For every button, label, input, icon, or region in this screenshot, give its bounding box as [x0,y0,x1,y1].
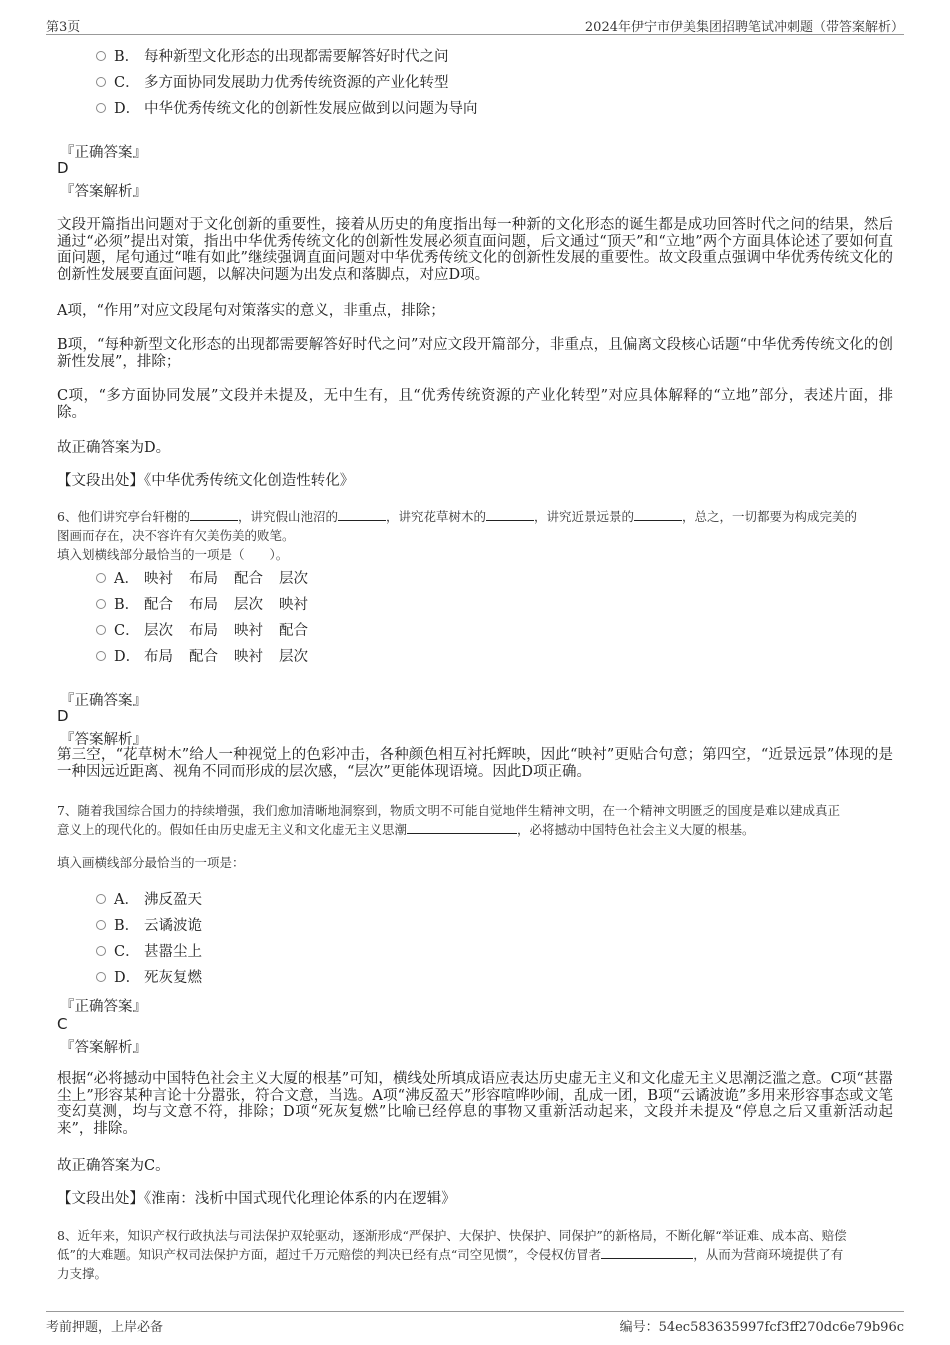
answer-label: 『正确答案』 [60,693,147,709]
analysis-conclusion: 故正确答案为C。 [57,1158,170,1174]
radio-icon[interactable] [96,946,106,956]
source-citation: 【文段出处】《淮南：浅析中国式现代化理论体系的内在逻辑》 [57,1191,456,1207]
blank-line [486,508,534,521]
radio-icon[interactable] [96,573,106,583]
option-a[interactable]: A． 沸反盈天 [96,890,202,910]
source-citation: 【文段出处】《中华优秀传统文化创造性转化》 [57,473,355,489]
radio-icon[interactable] [96,920,106,930]
analysis-paragraph: 第三空，“花草树木”给人一种视觉上的色彩冲击，各种颜色相互衬托辉映，因此“映衬”更贴合句意；第四空，“近景远景”体现的是一种因远近距离、视角不同而形成的层次感，“层次”更能体现语境。因此D项正确。 [57,747,893,780]
answer-label: 『正确答案』 [60,999,147,1015]
option-c[interactable]: C． 层次 布局 映衬 配合 [96,621,308,641]
correct-answer: D [57,159,69,177]
question-prompt: 填入画横线部分最恰当的一项是： [57,855,245,870]
analysis-label: 『答案解析』 [60,732,147,748]
option-b[interactable]: B． 配合 布局 层次 映衬 [96,595,308,615]
radio-icon[interactable] [96,77,106,87]
blank-line [634,508,682,521]
option-c[interactable]: C． 甚嚣尘上 [96,942,202,962]
analysis-paragraph: C项，“多方面协同发展”文段并未提及，无中生有，且“优秀传统资源的产业化转型”对应具体解释的“立地”部分，表述片面，排除。 [57,388,893,421]
correct-answer: C [57,1015,68,1033]
analysis-conclusion: 故正确答案为D。 [57,440,171,456]
radio-icon[interactable] [96,651,106,661]
radio-icon[interactable] [96,972,106,982]
radio-icon[interactable] [96,599,106,609]
radio-icon[interactable] [96,625,106,635]
option-c[interactable]: C． 多方面协同发展助力优秀传统资源的产业化转型 [96,73,449,93]
page-header [46,16,904,35]
analysis-label: 『答案解析』 [60,1040,147,1056]
analysis-paragraph: 根据“必将撼动中国特色社会主义大厦的根基”可知，横线处所填成语应表达历史虚无主义和文化虚无主义思潮泛滥之意。C项“甚嚣尘上”形容某种言论十分嚣张，符合文意，当选。A项“沸反盈天”形容喧哗吵闹，乱成一团，B项“云谲波诡”多用来形容事态或文笔变幻莫测，均与文意不符，排除；D项“死灰复燃”比喻已经停息的事物又重新活动起来，文段并未提及“停息之后又重新活动起来”，排除。 [57,1071,893,1137]
radio-icon[interactable] [96,51,106,61]
question-stem: 7、随着我国综合国力的持续增强，我们愈加清晰地洞察到，物质文明不可能自觉地伴生精神文明，在一个精神文明匮乏的国度是难以建成真正 意义上的现代化的。假如任由历史虚无主义和文化虚无主义思潮 ，必将撼动中国特色社会主义大厦的根基。 [57,803,840,837]
footer-slogan: 考前押题，上岸必备 [46,1320,164,1335]
answer-label: 『正确答案』 [60,145,147,161]
option-d[interactable]: D． 布局 配合 映衬 层次 [96,647,308,667]
document-id: 编号：54ec583635997fcf3ff270dc6e79b96c [619,1320,904,1335]
option-d[interactable]: D． 死灰复燃 [96,968,202,988]
correct-answer: D [57,707,69,725]
question-stem: 8、近年来，知识产权行政执法与司法保护双轮驱动，逐渐形成“严保护、大保护、快保护、同保护”的新格局，不断化解“举证难、成本高、赔偿 低”的大难题。知识产权司法保护方面，超过千万元赔偿的判决已经有点“司空见惯”，令侵权仿冒者 ，从而为营商环境提供了有 力支撑。 [57,1228,847,1281]
radio-icon[interactable] [96,103,106,113]
analysis-paragraph: 文段开篇指出问题对于文化创新的重要性，接着从历史的角度指出每一种新的文化形态的诞生都是成功回答时代之问的结果，然后通过“必须”提出对策，指出中华优秀传统文化的创新性发展必须直面问题，后文通过“顶天”和“立地”两个方面具体论述了要如何直面问题，尾句通过“唯有如此”继续强调直面问题对中华优秀传统文化的创新性发展的重要性。故文段重点强调中华优秀传统文化的创新性发展要直面问题，以解决问题为出发点和落脚点，对应D项。 [57,217,893,283]
analysis-label: 『答案解析』 [60,184,147,200]
document-title: 2024年伊宁市伊美集团招聘笔试冲刺题（带答案解析） [584,20,904,35]
analysis-paragraph: B项，“每种新型文化形态的出现都需要解答好时代之问”对应文段开篇部分，非重点，且偏离文段核心话题“中华优秀传统文化的创新性发展”，排除； [57,337,893,370]
option-a[interactable]: A． 映衬 布局 配合 层次 [96,569,308,589]
analysis-paragraph: A项，“作用”对应文段尾句对策落实的意义，非重点，排除； [57,303,445,319]
blank-line [338,508,386,521]
question-prompt: 填入划横线部分最恰当的一项是（ ）。 [57,547,289,562]
page-number: 第3页 [46,20,81,35]
blank-line [190,508,238,521]
option-d[interactable]: D． 中华优秀传统文化的创新性发展应做到以问题为导向 [96,99,478,119]
option-b[interactable]: B． 云谲波诡 [96,916,202,936]
question-stem: 6、他们讲究亭台轩榭的 ，讲究假山池沼的 ，讲究花草树木的 ，讲究近景远景的 ，总之，一切都要为构成完美的 图画而存在，决不容许有欠美伤美的败笔。 [57,509,858,543]
option-b[interactable]: B． 每种新型文化形态的出现都需要解答好时代之问 [96,47,449,67]
page-footer [46,1311,904,1336]
blank-line [407,821,517,834]
blank-line [601,1246,693,1259]
radio-icon[interactable] [96,894,106,904]
